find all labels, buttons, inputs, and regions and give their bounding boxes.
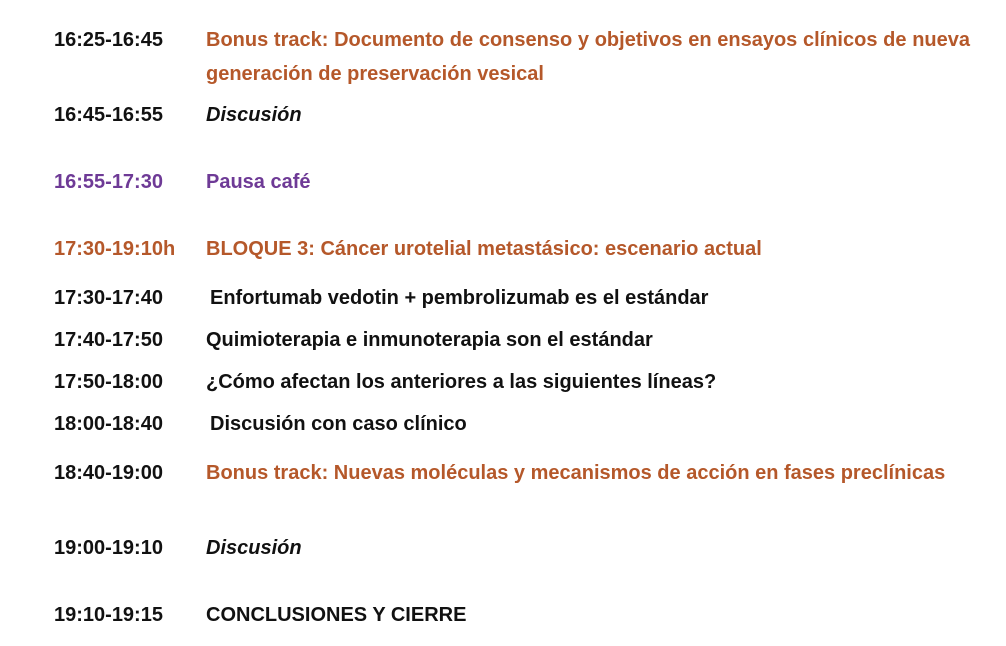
agenda-title-block-3: BLOQUE 3: Cáncer urotelial metastásico: escenario actual [206,238,762,260]
agenda-time: 16:45-16:55 [54,104,163,126]
agenda-title: ¿Cómo afectan los anteriores a las siguientes líneas? [206,371,717,393]
agenda-time: 19:10-19:15 [54,604,163,626]
agenda-time: 16:25-16:45 [54,29,163,51]
agenda-time: 17:40-17:50 [54,329,163,351]
agenda-title-bonus-track: Bonus track: Documento de consenso y objetivos en ensayos clínicos de nueva generación de preservación vesical [206,29,970,85]
agenda-time: 16:55-17:30 [54,171,163,193]
agenda-title-discussion: Discusión [206,537,302,559]
agenda-title-bonus-track: Bonus track: Nuevas moléculas y mecanismos de acción en fases preclínicas [206,462,946,484]
agenda-time: 19:00-19:10 [54,537,163,559]
agenda-title-discussion: Discusión [206,104,302,126]
agenda-time: 17:50-18:00 [54,371,163,393]
agenda-time: 18:40-19:00 [54,462,163,484]
agenda-title: Quimioterapia e inmunoterapia son el estándar [206,329,653,351]
agenda-title-coffee-break: Pausa café [206,171,311,193]
agenda-title: Enfortumab vedotin + pembrolizumab es el estándar [210,287,709,309]
agenda-title-closing: CONCLUSIONES Y CIERRE [206,604,467,626]
agenda-time: 18:00-18:40 [54,413,163,435]
agenda-time: 17:30-19:10h [54,238,176,260]
agenda-time: 17:30-17:40 [54,287,163,309]
agenda-title: Discusión con caso clínico [210,413,467,435]
